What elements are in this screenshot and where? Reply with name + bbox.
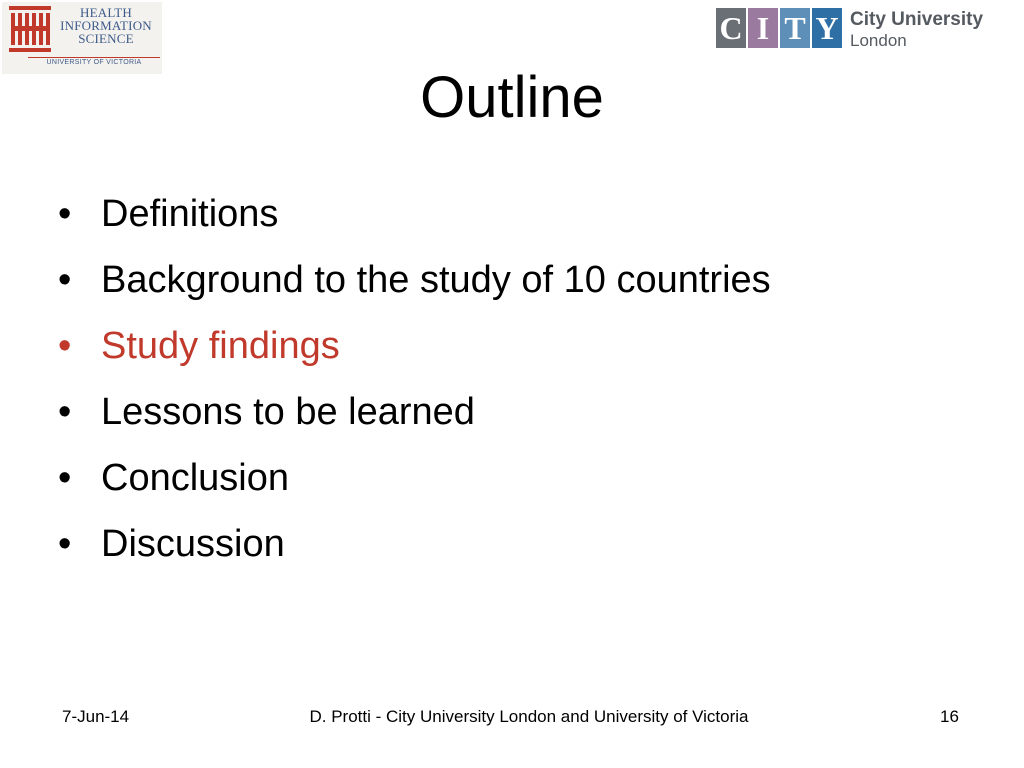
- bullet-dot: •: [58, 193, 72, 235]
- bullet-list: [58, 188, 771, 584]
- bullet-text: Background to the study of 10 countries: [101, 259, 771, 301]
- bullet-text: Lessons to be learned: [101, 391, 475, 433]
- his-logo-text: [54, 6, 158, 45]
- city-letter-t: T: [780, 8, 810, 48]
- bullet-dot: •: [58, 523, 72, 565]
- bullet-dot: •: [58, 325, 72, 367]
- bullet-text: Discussion: [101, 523, 285, 565]
- his-emblem-icon: [7, 4, 53, 54]
- footer-date: 7-Jun-14: [62, 707, 130, 726]
- bullet-item-background: [58, 254, 771, 320]
- bullet-text: Definitions: [101, 193, 279, 235]
- city-university-name: City University: [850, 9, 984, 30]
- slide-title: Outline: [420, 65, 604, 130]
- bullet-item-conclusion: [58, 452, 771, 518]
- bullet-dot: •: [58, 391, 72, 433]
- slide-number: 16: [940, 707, 959, 726]
- footer-author: D. Protti - City University London and University of Victoria: [309, 707, 749, 726]
- city-university-location: London: [850, 31, 907, 50]
- city-letter-i: I: [748, 8, 778, 48]
- his-logo-subtitle: UNIVERSITY OF VICTORIA: [28, 57, 160, 66]
- city-letter-c: C: [716, 8, 746, 48]
- bullet-dot: •: [58, 457, 72, 499]
- bullet-dot: •: [58, 259, 72, 301]
- city-university-logo: [716, 6, 1006, 54]
- bullet-item-lessons: [58, 386, 771, 452]
- his-logo-line3: SCIENCE: [78, 31, 134, 46]
- bullet-item-discussion: [58, 518, 771, 584]
- his-logo-line2: INFORMATION: [60, 18, 152, 33]
- city-letter-y: Y: [812, 8, 842, 48]
- bullet-text: Conclusion: [101, 457, 289, 499]
- bullet-item-study-findings: [58, 320, 771, 386]
- his-logo-line1: HEALTH: [80, 5, 132, 20]
- bullet-item-definitions: [58, 188, 771, 254]
- bullet-text: Study findings: [101, 325, 340, 367]
